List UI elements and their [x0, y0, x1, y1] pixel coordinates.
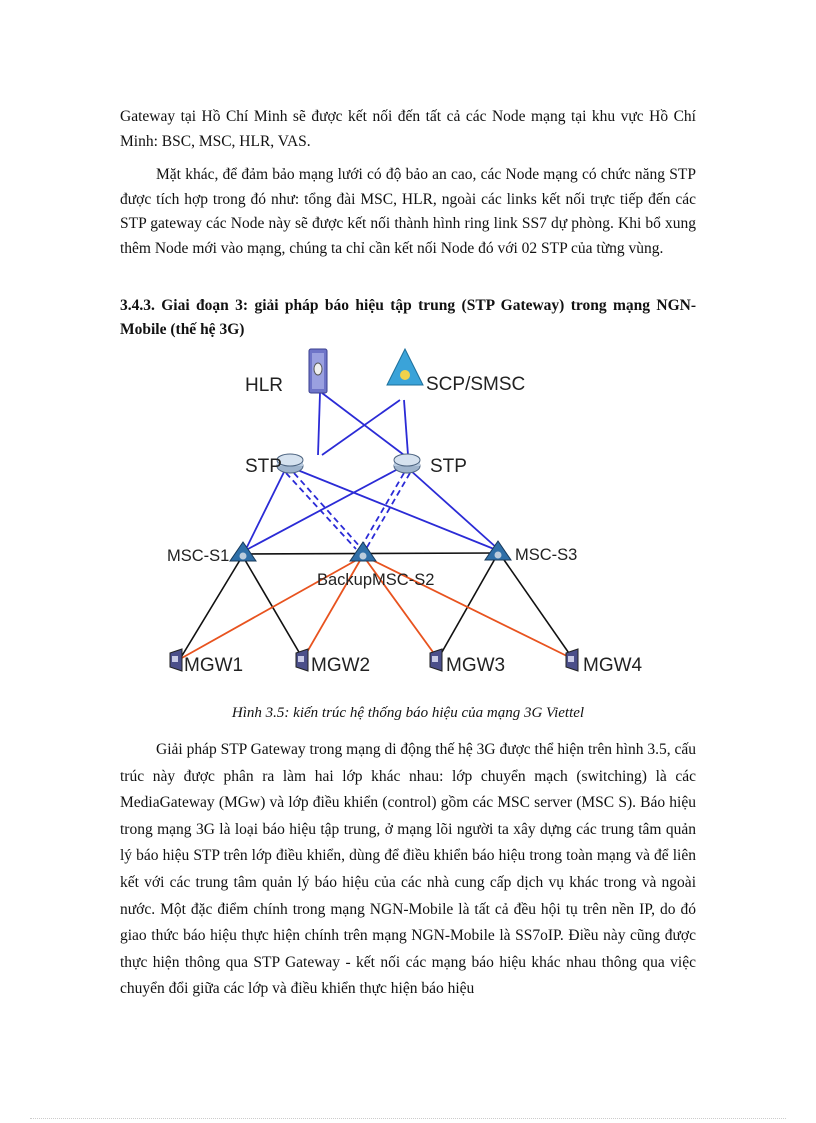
link-scp-stp1 — [322, 400, 400, 455]
scp-triangle-icon — [387, 349, 423, 385]
link-msc1-mgw1 — [180, 560, 240, 659]
label-msc-s3: MSC-S3 — [515, 546, 578, 564]
mgw3-icon — [430, 649, 442, 671]
hlr-server-icon — [309, 349, 327, 393]
link-stp2-msc3 — [410, 470, 498, 549]
link-stp1-msc2-b — [294, 473, 362, 549]
stp-router-icon-right — [394, 454, 420, 473]
label-mgw4: MGW4 — [583, 655, 643, 676]
page-bottom-rule — [30, 1118, 786, 1119]
label-hlr: HLR — [245, 375, 284, 396]
label-mgw1: MGW1 — [184, 655, 244, 676]
label-msc-s2: BackupMSC-S2 — [317, 571, 435, 589]
label-mgw3: MGW3 — [446, 655, 506, 676]
paragraph-stp-gateway-3g: Giải pháp STP Gateway trong mạng di động thế hệ 3G được thể hiện trên hình 3.5, cấu trúc này được phân ra làm hai lớp khác nhau: lớp chuyển mạch (switching) là các MediaGateway (MGw) và lớp điều khiển (control) gồm các MSC server (MSC S). Báo hiệu trong mạng 3G là loại báo hiệu tập trung, ở mạng lõi người ta xây dựng các trung tâm quản lý báo hiệu STP trên lớp điều khiển, dùng để điều khiển báo hiệu trong toàn mạng và để liên kết với các trung tâm quản lý báo hiệu của các nhà cung cấp dịch vụ khác trong và ngoài nước. Một đặc điểm chính trong mạng NGN-Mobile là tất cả đều hội tụ trên nền IP, do đó giao thức báo hiệu thực hiện chính trên mạng NGN-Mobile là SS7oIP. Điều này cũng được thực hiện thông qua STP Gateway - kết nối các mạng báo hiệu khác nhau thông qua việc chuyển đổi giữa các lớp và điều khiển thực hiện báo hiệu — [120, 741, 696, 998]
label-mgw2: MGW2 — [311, 655, 371, 676]
mgw4-icon — [566, 649, 578, 671]
label-stp-left: STP — [245, 456, 282, 477]
link-msc1-mgw2 — [245, 560, 303, 659]
mgw1-icon — [170, 649, 182, 671]
link-hlr-stp1 — [318, 393, 320, 455]
link-stp1-msc2-a — [286, 473, 356, 549]
black-links — [180, 553, 573, 659]
paragraph-security: Mặt khác, để đảm bảo mạng lưới có độ bảo an cao, các Node mạng có chức năng STP được tích hợp trong đó như: tổng đài MSC, HLR, ngoài các links kết nối trực tiếp đến các STP gateway các Node này sẽ được kết nối thành hình ring link SS7 dự phòng. Khi bổ xung thêm Node mới vào mạng, chúng ta chỉ cần kết nối Node đó với 02 STP của từng vùng. — [120, 166, 696, 257]
link-msc3-mgw3 — [438, 557, 496, 659]
link-stp1-msc1 — [245, 470, 285, 551]
link-stp2-msc2-b — [366, 473, 410, 549]
msc-s1-icon — [230, 542, 256, 561]
network-diagram — [0, 345, 816, 695]
label-stp-right: STP — [430, 456, 467, 477]
section-heading: 3.4.3. Giai đoạn 3: giải pháp báo hiệu tập trung (STP Gateway) trong mạng NGN-Mobile (thế hệ 3G) — [120, 297, 696, 338]
msc-s3-icon — [485, 541, 511, 560]
figure-caption: Hình 3.5: kiến trúc hệ thống báo hiệu của mạng 3G Viettel — [231, 705, 585, 721]
label-msc-s1: MSC-S1 — [167, 547, 230, 565]
link-scp-stp2 — [404, 400, 408, 455]
mgw2-icon — [296, 649, 308, 671]
msc-s2-icon — [350, 542, 376, 561]
link-msc3-mgw4 — [502, 557, 573, 659]
paragraph-gateway-hcm: Gateway tại Hồ Chí Minh sẽ được kết nối đến tất cả các Node mạng tại khu vực Hồ Chí Minh: BSC, MSC, HLR, VAS. — [120, 108, 696, 150]
label-scp-smsc: SCP/SMSC — [426, 374, 526, 395]
